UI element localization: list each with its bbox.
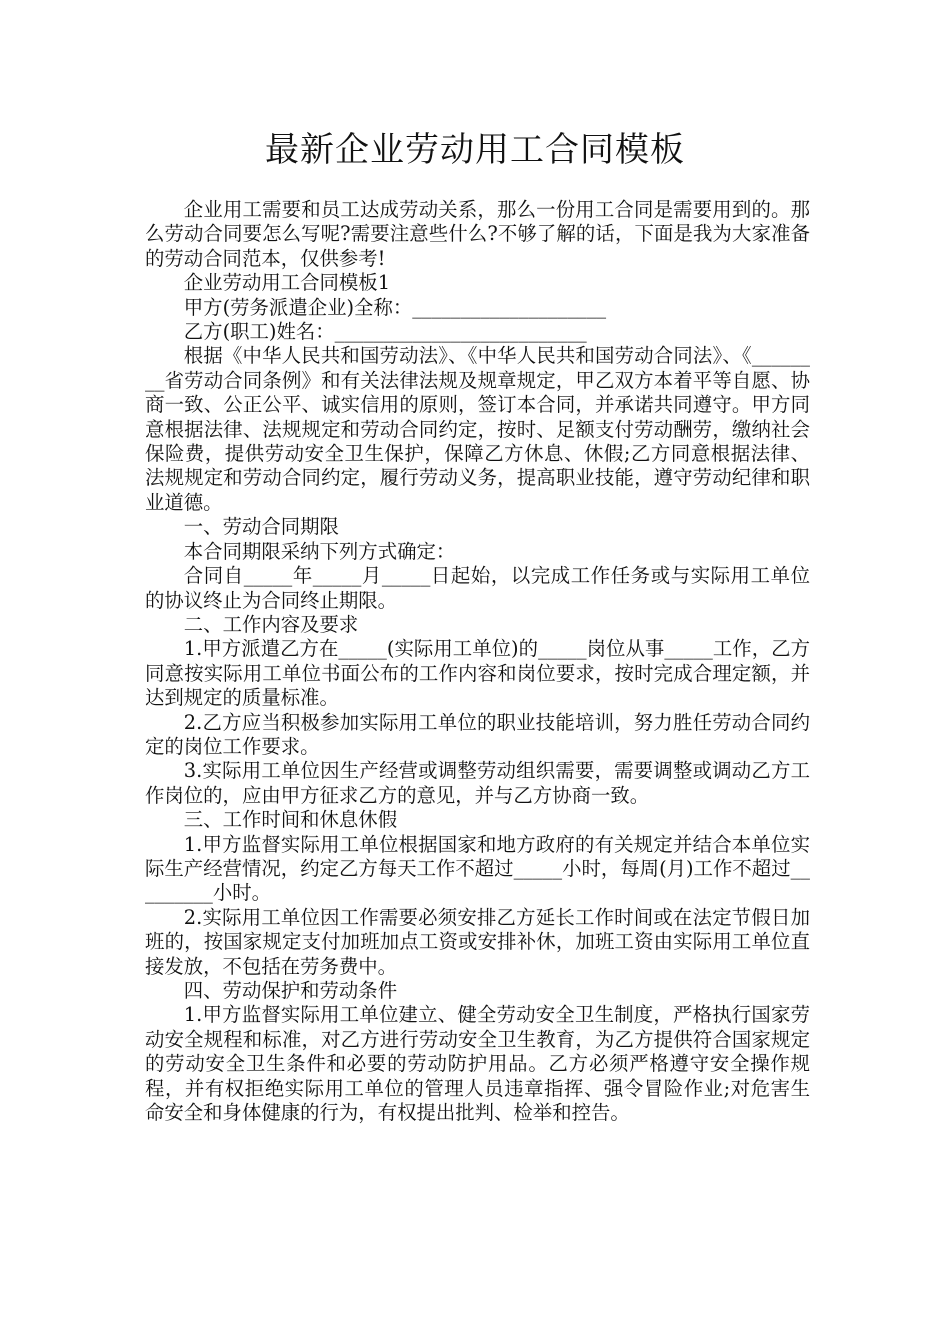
- paragraph-hours-1: 1.甲方监督实际用工单位根据国家和地方政府的有关规定并结合本单位实际生产经营情况，约定乙方每天工作不超过_____小时，每周(月)工作不超过_________小时。: [145, 832, 810, 905]
- paragraph-hours-2: 2.实际用工单位因工作需要必须安排乙方延长工作时间或在法定节假日加班的，按国家规定支付加班加点工资或安排补休，加班工资由实际用工单位直接发放，不包括在劳务费中。: [145, 905, 810, 978]
- paragraph-party-a: 甲方(劳务派遣企业)全称：____________________: [183, 295, 607, 319]
- paragraph-term-dates: 合同自_____年_____月_____日起始，以完成工作任务或与实际用工单位的协议终止为合同终止期限。: [145, 564, 810, 612]
- paragraph-protection-1: 1.甲方监督实际用工单位建立、健全劳动安全卫生制度，严格执行国家劳动安全规程和标准，对乙方进行劳动安全卫生教育，为乙方提供符合国家规定的劳动安全卫生条件和必要的劳动防护用品。乙方必须严格遵守安全操作规程，并有权拒绝实际用工单位的管理人员违章指挥、强令冒险作业;对危害生命安全和身体健康的行为，有权提出批判、检举和控告。: [145, 1003, 810, 1125]
- paragraph-work-3: 3.实际用工单位因生产经营或调整劳动组织需要，需要调整或调动乙方工作岗位的，应由甲方征求乙方的意见，并与乙方协商一致。: [145, 759, 810, 807]
- section-heading-hours: 三、工作时间和休息休假: [183, 808, 398, 832]
- paragraph-intro: 企业用工需要和员工达成劳动关系，那么一份用工合同是需要用到的。那么劳动合同要怎么写呢?需要注意些什么?不够了解的话，下面是我为大家准备的劳动合同范本，仅供参考!: [145, 198, 810, 270]
- section-heading-term: 一、劳动合同期限: [183, 515, 339, 539]
- document-body: [145, 198, 810, 1125]
- paragraph-party-b: 乙方(职工)姓名：__________________________: [183, 320, 587, 344]
- paragraph-preamble: 根据《中华人民共和国劳动法》、《中华人民共和国劳动合同法》、《________省劳动合同条例》和有关法律法规及规章规定，甲乙双方本着平等自愿、协商一致、公正公平、诚实信用的原则，签订本合同，并承诺共同遵守。甲方同意根据法律、法规规定和劳动合同约定，按时、足额支付劳动酬劳，缴纳社会保险费，提供劳动安全卫生保护，保障乙方休息、休假;乙方同意根据法律、法规规定和劳动合同约定，履行劳动义务，提高职业技能，遵守劳动纪律和职业道德。: [145, 344, 810, 514]
- document-title: 最新企业劳动用工合同模板: [265, 130, 685, 170]
- section-heading-protection: 四、劳动保护和劳动条件: [183, 979, 398, 1002]
- paragraph-work-1: 1.甲方派遣乙方在_____(实际用工单位)的_____岗位从事_____工作，乙方同意按实际用工单位书面公布的工作内容和岗位要求，按时完成合理定额，并达到规定的质量标准。: [145, 637, 810, 710]
- section-heading-work: 二、工作内容及要求: [183, 612, 359, 636]
- paragraph-work-2: 2.乙方应当积极参加实际用工单位的职业技能培训，努力胜任劳动合同约定的岗位工作要求。: [145, 710, 810, 758]
- paragraph-term-method: 本合同期限采纳下列方式确定：: [183, 539, 456, 563]
- paragraph-template-name: 企业劳动用工合同模板1: [183, 271, 391, 295]
